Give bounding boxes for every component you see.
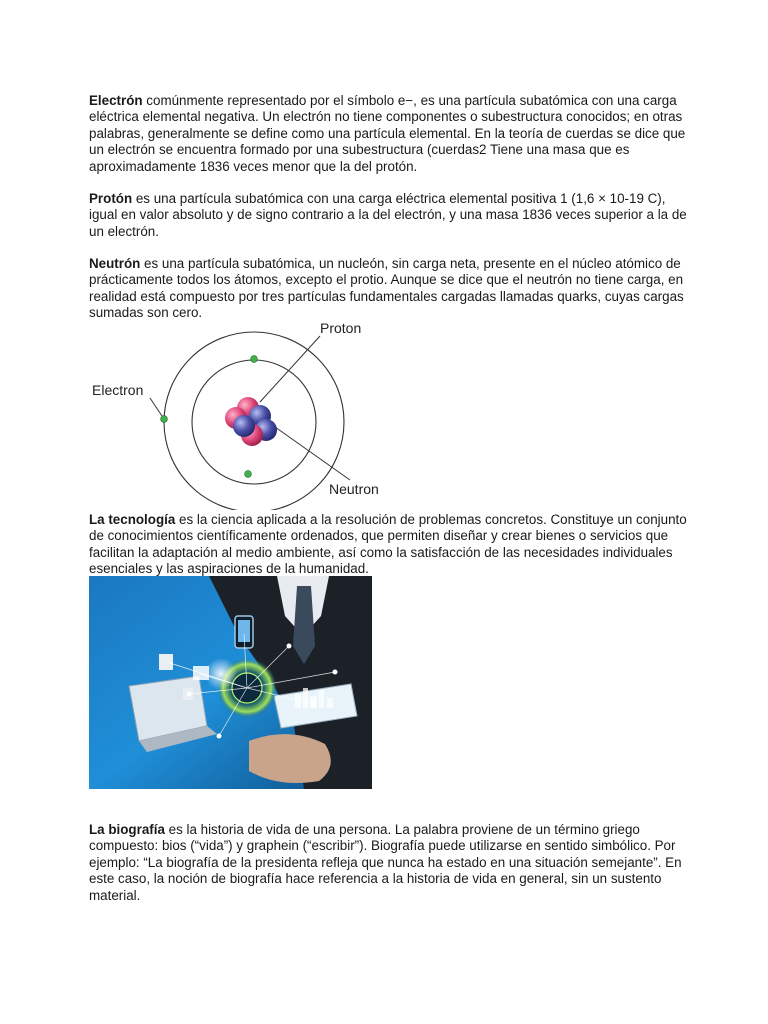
biography-text: es la historia de vida de una persona. La palabra proviene de un término griego compuesto: bios (“vida”) y graphein (“escribir”). Biografía puede utilizarse en sentido simbólico. Por ejemplo: “La biografía de la presidenta refleja que nunca ha estado en una situación semejante”. En este caso, la noción de biografía hace referencia a la historia de vida en general, sin un sustento material. [89,822,682,903]
neutron-term: Neutrón [89,256,141,271]
electron-particle-left [161,416,168,423]
electron-text: comúnmente representado por el símbolo e−, es una partícula subatómica con una carga eléctrica elemental negativa. Un electrón no tiene componentes o subestructura conocidos; en otras palabras, generalmente se define como una partícula elemental. En la teoría de cuerdas se dice que un electrón se encuentra formado por una subestructura (cuerdas2 Tiene una masa que es aproximadamente 1836 veces menor que la del protón. [89,93,686,174]
proton-label: Proton [320,320,362,336]
electron-term: Electrón [89,93,143,108]
atom-diagram [88,318,408,510]
neutron-pointer-line [268,422,350,480]
biography-term: La biografía [89,822,165,837]
electron-pointer-line [150,398,164,419]
technology-paragraph [89,512,689,578]
hand [249,734,331,783]
electron-label: Electron [92,382,144,398]
technology-term: La tecnología [89,512,176,527]
neutron-ball [233,415,255,437]
electron-particle-top [251,356,258,363]
biography-paragraph [89,822,689,904]
technology-photo [89,576,372,789]
technology-text: es la ciencia aplicada a la resolución de problemas concretos. Constituye un conjunto de conocimientos científicamente ordenados, que permiten diseñar y crear bienes o servicios que facilitan la adaptación al medio ambiente, así como la satisfacción de las necesidades individuales esenciales y las aspiraciones de la humanidad. [89,512,687,577]
nucleus [225,397,277,446]
electron-particle-bottom [245,471,252,478]
neutron-text: es una partícula subatómica, un nucleón, sin carga neta, presente en el núcleo atómico de prácticamente todos los átomos, excepto el protio. Aunque se dice que el neutrón no tiene carga, en realidad está compuesto por tres partículas fundamentales cargadas llamadas quarks, cuyas cargas sumadas son cero. [89,256,684,321]
electron-paragraph [89,93,689,175]
proton-pointer-line [260,336,320,402]
neutron-paragraph [89,256,689,322]
gadget-box [159,654,173,670]
light-glow [205,658,237,690]
proton-paragraph [89,191,689,240]
proton-text: es una partícula subatómica con una carga eléctrica elemental positiva 1 (1,6 × 10-19 C), igual en valor absoluto y de signo contrario a la del electrón, y una masa 1836 veces superior a la de un electrón. [89,191,687,239]
neutron-label: Neutron [329,481,379,497]
proton-term: Protón [89,191,133,206]
